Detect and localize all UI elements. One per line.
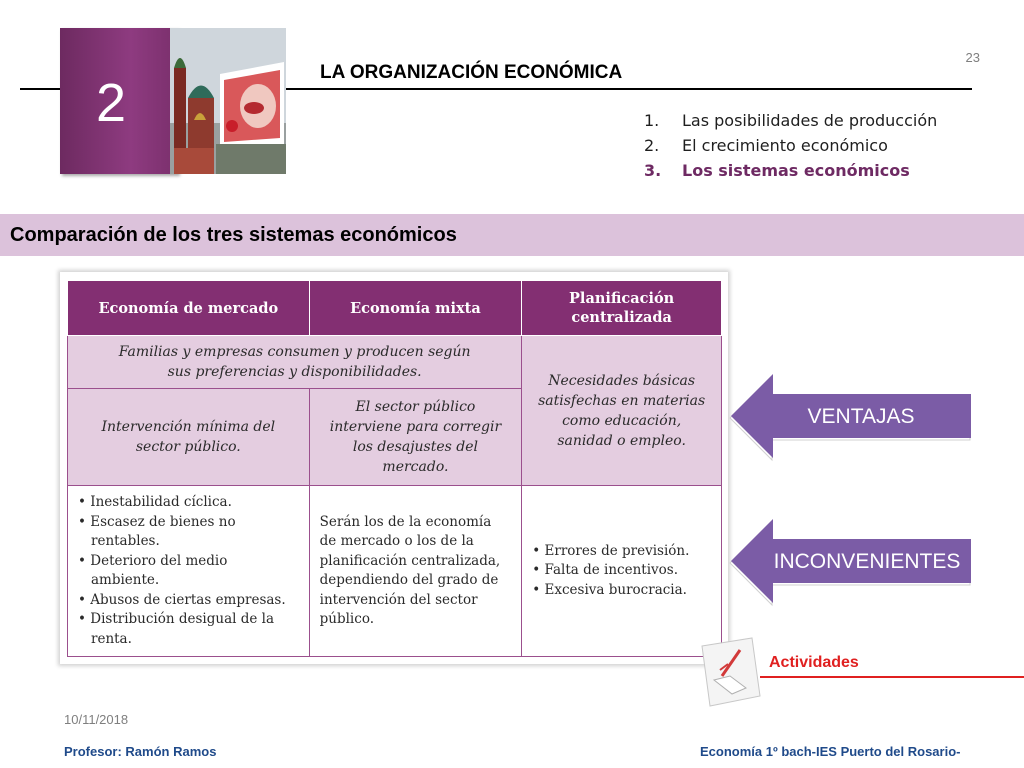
inconvenientes-arrow: [726, 517, 972, 603]
topic-list: [644, 108, 937, 183]
list-item: • Falta de incentivos.: [532, 562, 679, 579]
actividades-link[interactable]: Actividades: [769, 654, 859, 671]
actividades-icon[interactable]: [700, 636, 764, 708]
list-item: • Abusos de ciertas empresas.: [78, 591, 286, 608]
list-item: • Errores de previsión.: [532, 542, 690, 559]
topic-item: 2. El crecimiento económico: [644, 136, 888, 155]
list-item: • Deterioro del medio ambiente.: [78, 552, 228, 588]
section-heading: Comparación de los tres sistemas económicos: [10, 224, 457, 246]
list-item: • Escasez de bienes no rentables.: [78, 513, 236, 549]
topic-item-active: 3. Los sistemas económicos: [644, 161, 910, 180]
ventajas-label: VENTAJAS: [807, 405, 915, 428]
cell-plan-advantage: Necesidades básicas satisfechas en materias como educación, sanidad o empleo.: [522, 336, 722, 486]
slide-date: 10/11/2018: [64, 712, 129, 727]
list-item: • Distribución desigual de la renta.: [78, 611, 275, 647]
cell-shared-advantage: Familias y empresas consumen y producen según sus preferencias y disponibilidades.: [68, 336, 522, 389]
list-item: • Excesiva burocracia.: [532, 581, 687, 598]
footer-course: Economía 1º bach-IES Puerto del Rosario-: [700, 744, 961, 759]
topic-item: 1. Las posibilidades de producción: [644, 111, 938, 130]
inconvenientes-label: INCONVENIENTES: [773, 550, 961, 573]
ventajas-arrow: [726, 372, 972, 458]
header-mixta: Economía mixta: [309, 281, 522, 336]
cell-mercado-drawbacks: [68, 486, 310, 657]
cell-mixta-drawbacks: Serán los de la economía de mercado o los de la planificación centralizada, dependiendo del grado de intervención del sector público.: [309, 486, 522, 657]
header-planificacion: Planificación centralizada: [522, 281, 722, 336]
cell-mixta-advantage: El sector público interviene para corregir los desajustes del mercado.: [309, 389, 522, 486]
chapter-number: 2: [96, 73, 128, 133]
header-mercado: Economía de mercado: [68, 281, 310, 336]
slide-title: LA ORGANIZACIÓN ECONÓMICA: [320, 62, 623, 83]
cell-plan-drawbacks: [522, 486, 722, 657]
footer-author: Profesor: Ramón Ramos: [64, 744, 217, 759]
actividades-rule: [760, 676, 1024, 678]
list-item: • Inestabilidad cíclica.: [78, 494, 232, 510]
comparison-table: [67, 280, 722, 657]
cell-mercado-advantage: Intervención mínima del sector público.: [68, 389, 310, 486]
chapter-photo: [170, 28, 286, 174]
page-number: 23: [965, 50, 980, 65]
